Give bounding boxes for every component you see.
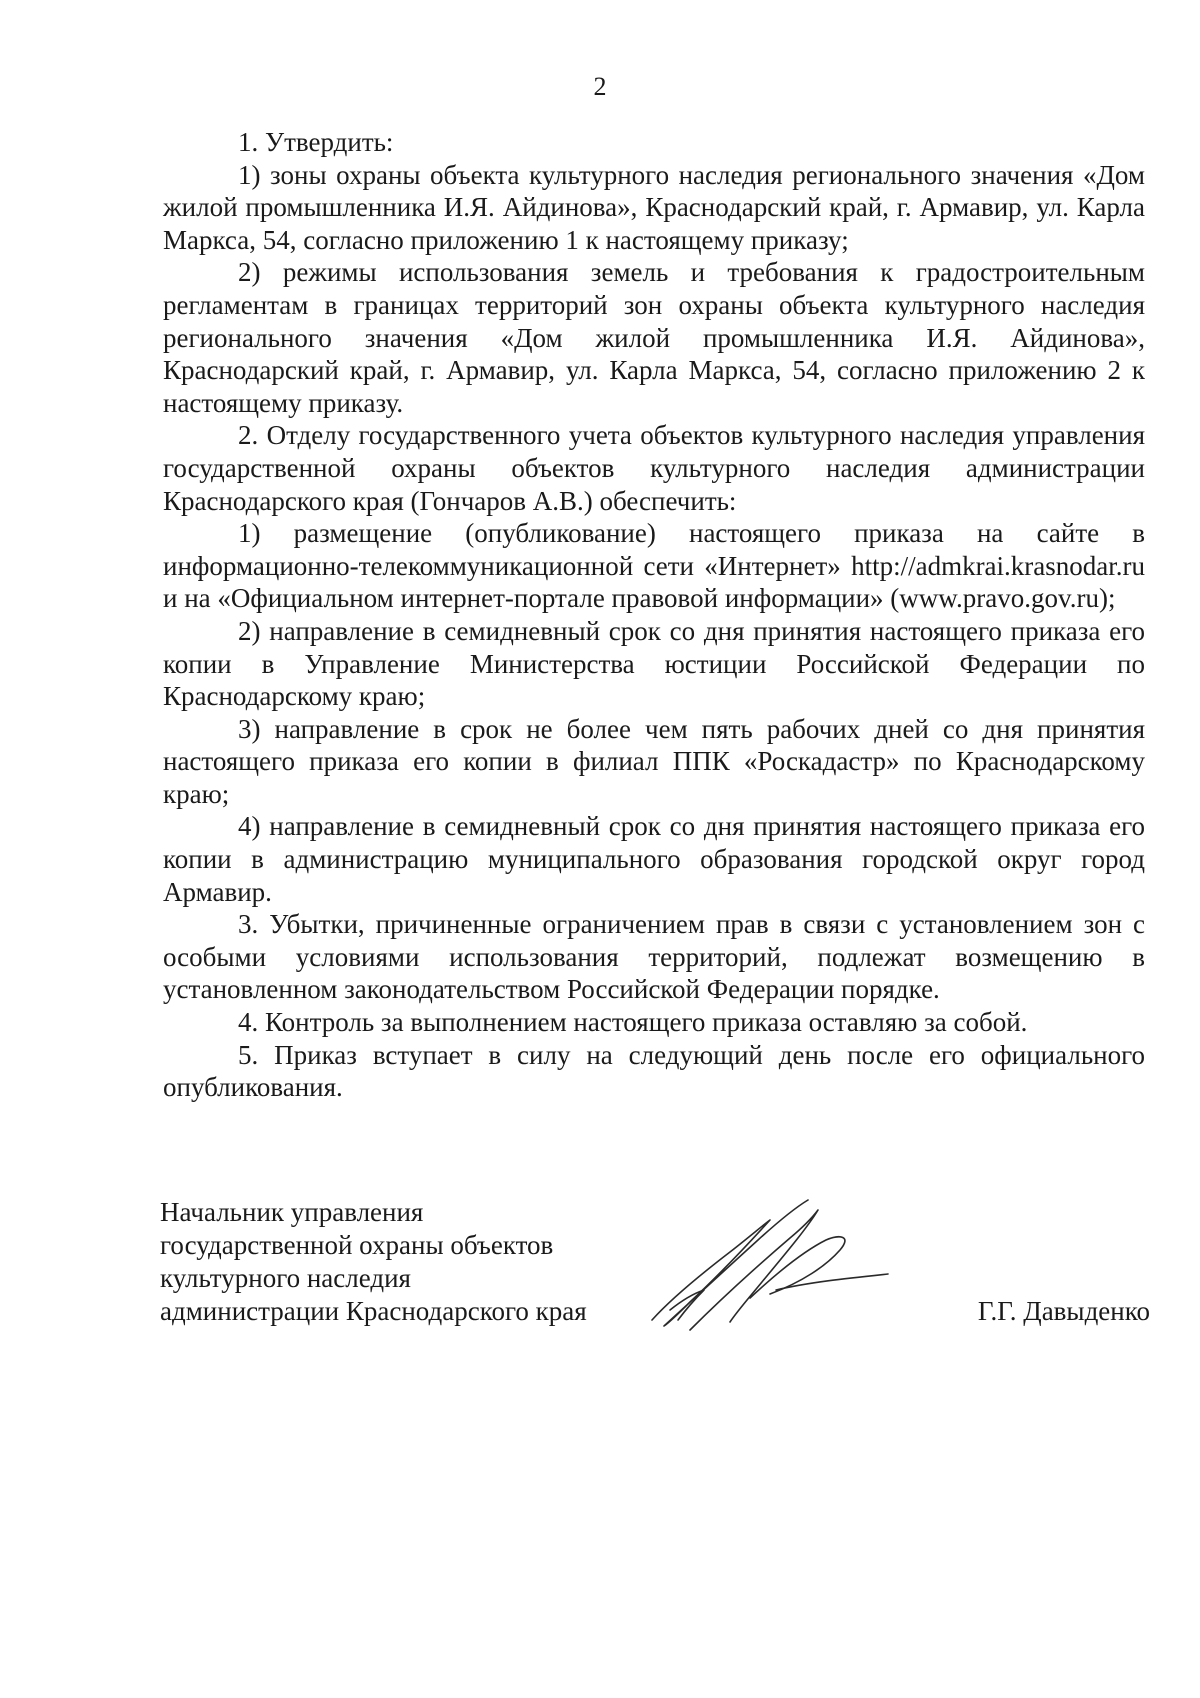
page-number: 2: [593, 72, 607, 101]
handwritten-signature: [630, 1190, 890, 1340]
paragraph-losses: 3. Убытки, причиненные ограничением прав в связи с установлением зон с особыми условиями использования территорий, подлежат возмещению в установленном законодательством Российской Федерации порядке.: [163, 909, 1145, 1005]
document-body: [163, 126, 1145, 1104]
paragraph-control: 4. Контроль за выполнением настоящего приказа оставляю за собой.: [238, 1007, 1028, 1038]
paragraph-department-instructions: 2. Отделу государственного учета объектов культурного наследия управления государственной охраны объектов культурного наследия администрации Краснодарского края (Гончаров А.В.) обеспечить:: [163, 420, 1145, 516]
paragraph-effective-date: 5. Приказ вступает в силу на следующий день после его официального опубликования.: [163, 1039, 1145, 1103]
signer-title-line: администрации Краснодарского края: [160, 1296, 587, 1326]
paragraph-approve: 1. Утвердить:: [238, 127, 394, 157]
paragraph-approve-item-1: 1) зоны охраны объекта культурного наследия регионального значения «Дом жилой промышленника И.Я. Айдинова», Краснодарский край, г. Армавир, ул. Карла Маркса, 54, согласно приложению 1 к настоящему приказу;: [163, 159, 1145, 255]
signature-block: [160, 1196, 1150, 1356]
signer-title-line: культурного наследия: [160, 1263, 411, 1293]
paragraph-instruction-item-1: 1) размещение (опубликование) настоящего приказа на сайте в информационно-телекоммуникационной сети «Интернет» http://admkrai.krasnodar.ru и на «Официальном интернет-портале правовой информации» (www.pravo.gov.ru);: [163, 518, 1145, 614]
signer-title-line: Начальник управления: [160, 1197, 424, 1227]
signer-title: [160, 1196, 620, 1328]
paragraph-instruction-item-4: 4) направление в семидневный срок со дня принятия настоящего приказа его копии в администрацию муниципального образования городской округ город Армавир.: [163, 811, 1145, 907]
signer-name: Г.Г. Давыденко: [977, 1296, 1150, 1326]
signer-title-line: государственной охраны объектов: [160, 1230, 554, 1260]
paragraph-approve-item-2: 2) режимы использования земель и требования к градостроительным регламентам в границах территорий зон охраны объекта культурного наследия регионального значения «Дом жилой промышленника И.Я. Айдинова», Краснодарский край, г. Армавир, ул. Карла Маркса, 54, согласно приложению 2 к настоящему приказу.: [163, 257, 1145, 418]
paragraph-instruction-item-3: 3) направление в срок не более чем пять рабочих дней со дня принятия настоящего приказа его копии в филиал ППК «Роскадастр» по Краснодарскому краю;: [163, 713, 1145, 809]
paragraph-instruction-item-2: 2) направление в семидневный срок со дня принятия настоящего приказа его копии в Управление Министерства юстиции Российской Федерации по Краснодарскому краю;: [163, 615, 1145, 712]
